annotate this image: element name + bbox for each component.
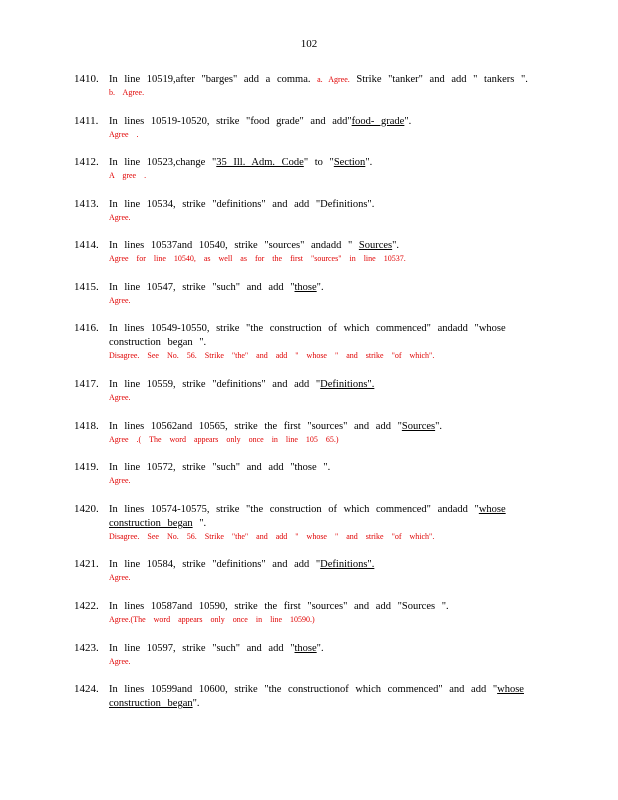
text-run: In lines 10562and 10565, strike the first "sources" and add " (109, 421, 402, 432)
agency-response: Agree for line 10540, as well as for the first "sources" in line 10537. (109, 254, 406, 263)
entry-body (109, 73, 544, 99)
entry-number: 1412. (74, 156, 99, 168)
underlined-text: Sources (401, 421, 436, 432)
text-run: ". (316, 643, 324, 654)
text-run: ". (316, 282, 324, 293)
text-run: In line 10523,change " (109, 157, 217, 168)
agency-response: Agree. (109, 657, 131, 666)
comment-entry (74, 683, 544, 711)
text-run: In line 10519,after "barges" add a comma. (109, 74, 318, 85)
agency-response: A gree . (109, 171, 147, 180)
agency-response: Disagree. See No. 56. Strike "the" and add " whose " and strike "of which". (109, 351, 435, 360)
text-run: ". (365, 157, 373, 168)
agency-response: Agree. (109, 393, 131, 402)
text-run: In line 10572, strike "such" and add "those ". (109, 462, 331, 473)
entry-text (109, 558, 544, 572)
entry-text (109, 642, 544, 656)
comment-entry (74, 378, 544, 404)
entry-number: 1419. (74, 461, 99, 473)
text-run: Strike "tanker" and add " tankers ". (349, 74, 528, 85)
underlined-text: those (294, 282, 317, 293)
text-run: In lines 10587and 10590, strike the first "sources" and add "Sources ". (109, 601, 449, 612)
entry-body (109, 503, 544, 543)
comment-entry (74, 503, 544, 543)
agency-response: Agree.(The word appears only once in line 10590.) (109, 615, 315, 624)
text-run: ". (404, 116, 412, 127)
comment-entry (74, 461, 544, 487)
underlined-text: those (294, 643, 317, 654)
agency-response: Agree. (109, 296, 131, 305)
agency-response: b. Agree. (109, 88, 145, 97)
entry-body (109, 558, 544, 584)
comment-entry (74, 156, 544, 182)
entry-text (109, 378, 544, 392)
text-run: In lines 10599and 10600, strike "the constructionof which commenced" and add " (109, 684, 498, 695)
entry-body (109, 683, 544, 711)
entry-number: 1422. (74, 600, 99, 612)
entry-body (109, 461, 544, 487)
comment-entry (74, 239, 544, 265)
comment-entry (74, 73, 544, 99)
agency-response: Agree. (109, 573, 131, 582)
comment-entry (74, 642, 544, 668)
entry-number: 1418. (74, 420, 99, 432)
text-run: In line 10559, strike "definitions" and add " (109, 379, 321, 390)
entry-body (109, 115, 544, 141)
underlined-text: whose construction began (109, 504, 506, 529)
entry-text (109, 683, 544, 711)
entry-text (109, 281, 544, 295)
entry-number: 1413. (74, 198, 99, 210)
text-run: ". (392, 240, 400, 251)
underlined-text: Definitions". (320, 559, 375, 570)
entry-number: 1410. (74, 73, 99, 85)
comment-entry (74, 600, 544, 626)
agency-response: Agree. (109, 213, 131, 222)
text-run: ". (435, 421, 443, 432)
entry-number: 1416. (74, 322, 99, 334)
entry-body (109, 239, 544, 265)
entry-number: 1414. (74, 239, 99, 251)
page-number: 102 (300, 38, 318, 50)
text-run: In line 10584, strike "definitions" and add " (109, 559, 321, 570)
agency-response: Agree .( The word appears only once in line 105 65.) (109, 435, 339, 444)
inline-response: a. Agree. (317, 75, 350, 84)
entry-text (109, 73, 544, 87)
entry-text (109, 115, 544, 129)
entry-number: 1417. (74, 378, 99, 390)
entry-text (109, 198, 544, 212)
text-run: ". (192, 518, 207, 529)
agency-response: Agree . (109, 130, 139, 139)
underlined-text: food- grade (351, 116, 405, 127)
entry-body (109, 378, 544, 404)
entry-body (109, 198, 544, 224)
entry-body (109, 281, 544, 307)
underlined-text: Section (333, 157, 366, 168)
entry-number: 1424. (74, 683, 99, 695)
underlined-text: Definitions". (320, 379, 375, 390)
entry-text (109, 420, 544, 434)
entry-text (109, 156, 544, 170)
text-run: " to " (303, 157, 334, 168)
entry-number: 1420. (74, 503, 99, 515)
text-run: In line 10547, strike "such" and add " (109, 282, 295, 293)
entry-text (109, 503, 544, 531)
entry-text (109, 461, 544, 475)
comment-entry (74, 198, 544, 224)
entry-body (109, 322, 544, 362)
text-run: In lines 10537and 10540, strike "sources" andadd " (109, 240, 359, 251)
entry-body (109, 642, 544, 668)
text-run: In lines 10549-10550, strike "the construction of which commenced" andadd "whose construction began ". (109, 323, 506, 348)
entry-text (109, 239, 544, 253)
comment-entry (74, 115, 544, 141)
agency-response: Agree. (109, 476, 131, 485)
comment-entry (74, 420, 544, 446)
text-run: In line 10597, strike "such" and add " (109, 643, 295, 654)
text-run: In lines 10519-10520, strike "food grade" and add" (109, 116, 352, 127)
entry-number: 1423. (74, 642, 99, 654)
text-run: In line 10534, strike "definitions" and add "Definitions". (109, 199, 375, 210)
text-run: In lines 10574-10575, strike "the construction of which commenced" andadd " (109, 504, 479, 515)
entry-text (109, 322, 544, 350)
entry-number: 1421. (74, 558, 99, 570)
underlined-text: Sources (358, 240, 393, 251)
comment-entry (74, 281, 544, 307)
text-run: ". (192, 698, 200, 709)
entry-text (109, 600, 544, 614)
comment-entry (74, 322, 544, 362)
underlined-text: whose construction began (109, 684, 524, 709)
entry-number: 1411. (74, 115, 99, 127)
underlined-text: 35 Ill. Adm. Code (216, 157, 304, 168)
agency-response: Disagree. See No. 56. Strike "the" and add " whose " and strike "of which". (109, 532, 435, 541)
entry-body (109, 600, 544, 626)
entry-body (109, 156, 544, 182)
comment-entry (74, 558, 544, 584)
entry-body (109, 420, 544, 446)
entry-number: 1415. (74, 281, 99, 293)
